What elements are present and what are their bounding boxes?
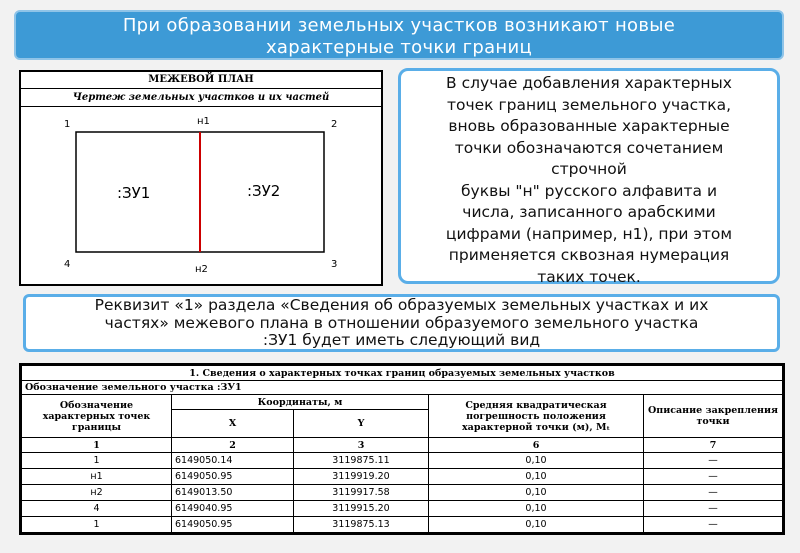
table-row [22, 501, 783, 517]
cell-y: 3119875.13 [294, 517, 429, 533]
cell-x: 6149013.50 [172, 485, 294, 501]
requisite-line: :ЗУ1 будет иметь следующий вид [262, 331, 541, 349]
callout-line: точки обозначаются сочетанием [454, 138, 724, 157]
parcel-label-zu1: :ЗУ1 [117, 184, 151, 202]
slide-title-line-2: характерные точки границ [265, 37, 533, 58]
cell-x: 6149050.95 [172, 517, 294, 533]
requisite-note [23, 294, 780, 352]
header-error: Средняя квадратическая погрешность положения характерной точки (м), Mₜ [429, 395, 644, 438]
column-numbers-row [22, 438, 783, 453]
cell-description: — [644, 453, 783, 469]
cell-error: 0,10 [429, 453, 644, 469]
cell-error: 0,10 [429, 501, 644, 517]
cell-point: н1 [22, 469, 172, 485]
cell-error: 0,10 [429, 469, 644, 485]
boundary-points-table [19, 363, 785, 535]
callout-line: точек границ земельного участка, [446, 95, 732, 114]
boundary-plan [19, 70, 383, 286]
cell-error: 0,10 [429, 517, 644, 533]
header-coords: Координаты, м [172, 395, 429, 410]
cell-x: 6149040.95 [172, 501, 294, 517]
column-number: 7 [644, 438, 783, 453]
point-label-n2: н2 [195, 264, 208, 275]
table-row [22, 485, 783, 501]
slide-title-line-1: При образовании земельных участков возникают новые [122, 15, 676, 36]
callout-line: таких точек. [537, 267, 641, 286]
point-label-4: 4 [64, 259, 71, 270]
parcel-label-zu2: :ЗУ2 [247, 182, 281, 200]
cell-y: 3119875.11 [294, 453, 429, 469]
plan-subheading: Чертеж земельных участков и их частей [21, 89, 381, 107]
point-label-3: 3 [331, 259, 338, 270]
column-number: 6 [429, 438, 644, 453]
cell-y: 3119919.20 [294, 469, 429, 485]
cell-point: 4 [22, 501, 172, 517]
column-number: 2 [172, 438, 294, 453]
numbering-rule-callout [398, 68, 780, 284]
callout-line: В случае добавления характерных [446, 74, 732, 92]
slide-title [14, 10, 784, 60]
cell-description: — [644, 501, 783, 517]
callout-line: строчной [551, 160, 627, 178]
cell-y: 3119917.58 [294, 485, 429, 501]
table-row [22, 517, 783, 533]
cell-point: н2 [22, 485, 172, 501]
header-x: X [172, 410, 294, 438]
callout-line: цифрами (например, н1), при этом [445, 224, 733, 243]
requisite-line: частях» межевого плана в отношении образуемого земельного участка [104, 313, 699, 332]
cell-x: 6149050.14 [172, 453, 294, 469]
parcel-designation: Обозначение земельного участка :ЗУ1 [22, 381, 783, 395]
cell-x: 6149050.95 [172, 469, 294, 485]
callout-line: вновь образованные характерные [448, 117, 730, 135]
cell-error: 0,10 [429, 485, 644, 501]
column-number: 1 [22, 438, 172, 453]
header-y: Y [294, 410, 429, 438]
cell-description: — [644, 485, 783, 501]
plan-drawing [21, 107, 381, 285]
cell-description: — [644, 517, 783, 533]
callout-line: буквы "н" русского алфавита и [460, 181, 718, 200]
callout-line: числа, записанного арабскими [462, 203, 716, 221]
table-row [22, 453, 783, 469]
cell-description: — [644, 469, 783, 485]
point-label-1: 1 [64, 119, 71, 130]
cell-point: 1 [22, 453, 172, 469]
point-label-n1: н1 [197, 116, 210, 127]
header-point: Обозначение характерных точек границы [22, 395, 172, 438]
table-caption: 1. Сведения о характерных точках границ образуемых земельных участков [22, 366, 783, 381]
requisite-line: Реквизит «1» раздела «Сведения об образуемых земельных участках и их [94, 296, 709, 314]
table-row [22, 469, 783, 485]
plan-heading: МЕЖЕВОЙ ПЛАН [21, 72, 381, 89]
header-description: Описание закрепления точки [644, 395, 783, 438]
cell-point: 1 [22, 517, 172, 533]
column-number: 3 [294, 438, 429, 453]
point-label-2: 2 [331, 119, 338, 130]
cell-y: 3119915.20 [294, 501, 429, 517]
callout-line: применяется сквозная нумерация [448, 246, 730, 264]
